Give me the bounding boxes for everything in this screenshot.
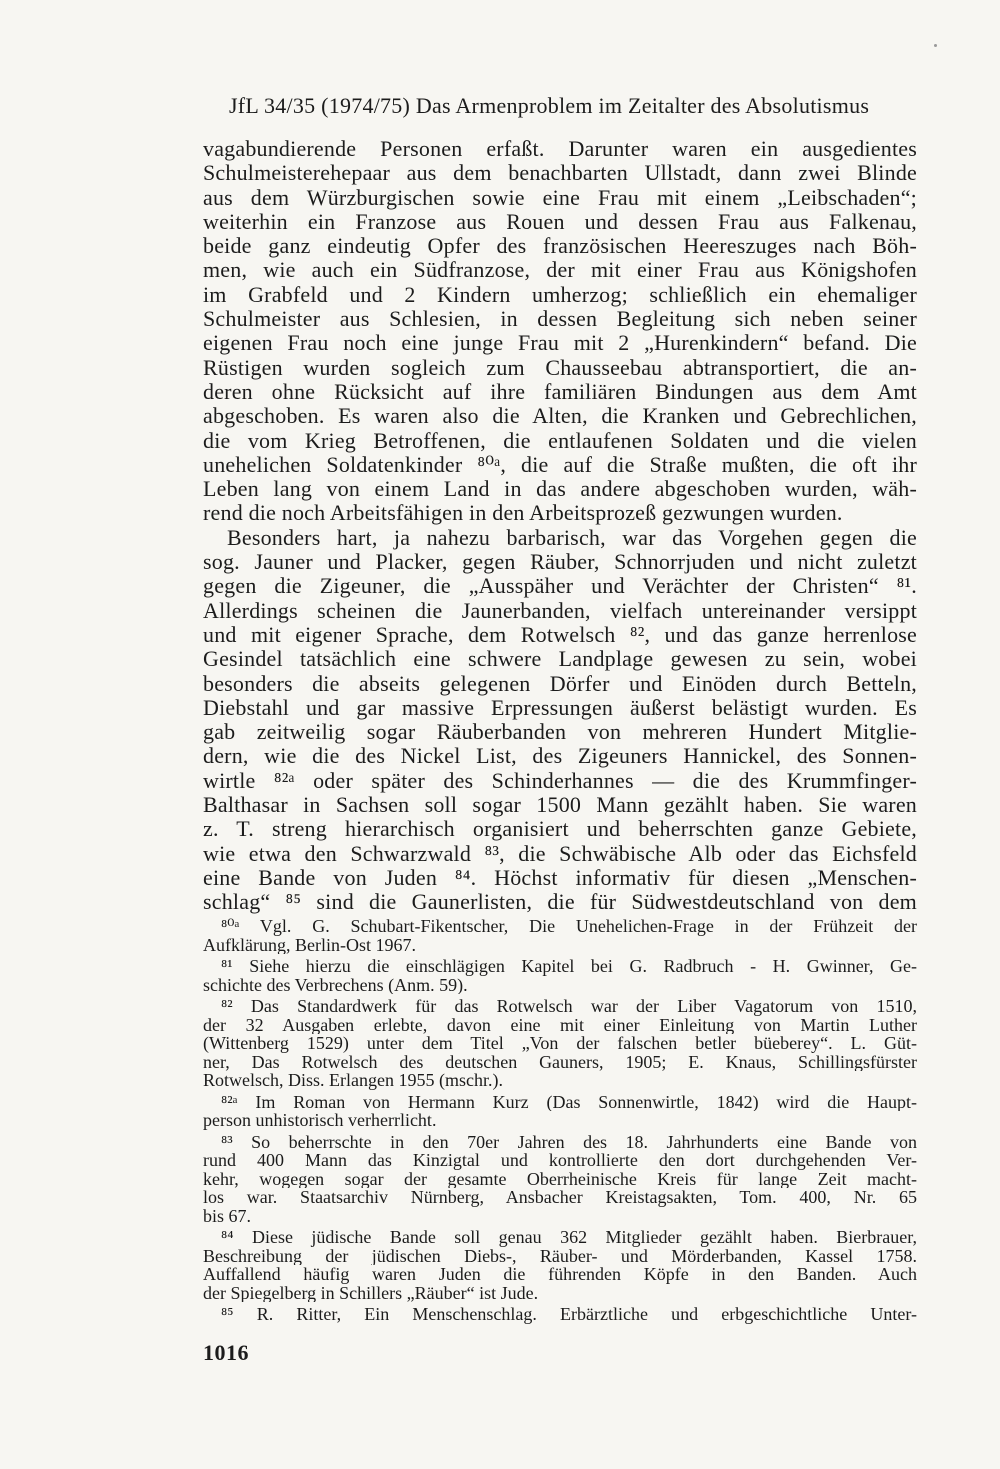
text-line: wirtle ⁸²ᵃ oder später des Schinderhannes — die des Krummfinger-	[203, 768, 917, 793]
scan-speck	[934, 44, 937, 47]
footnote-line: Auffallend häufig waren Juden die führenden Köpfe in den Banden. Auch	[203, 1265, 917, 1284]
footnote-line: ⁸¹ Siehe hierzu die einschlägigen Kapitel bei G. Radbruch - H. Gwinner, Ge-	[221, 957, 917, 976]
text-line: sog. Jauner und Placker, gegen Räuber, Schnorrjuden und nicht zuletzt	[203, 550, 917, 575]
footnote	[203, 1305, 917, 1324]
footnote-line: (Wittenberg 1529) unter dem Titel „Von der falschen betler büeberey“. L. Güt-	[203, 1034, 917, 1053]
footnotes	[203, 917, 917, 1327]
text-line: besonders die abseits gelegenen Dörfer und Einöden durch Betteln,	[203, 671, 917, 696]
text-line: eigenen Frau noch eine junge Frau mit 2 „Hurenkindern“ befand. Die	[203, 331, 917, 356]
text-line: schlag“ ⁸⁵ sind die Gaunerlisten, die für Südwestdeutschland von dem	[203, 890, 917, 915]
text-line: weiterhin ein Franzose aus Rouen und dessen Frau aus Falkenau,	[203, 209, 917, 234]
text-line: und mit eigener Sprache, dem Rotwelsch ⁸², und das ganze herrenlose	[203, 622, 917, 647]
footnote	[203, 997, 917, 1090]
text-line: eine Bande von Juden ⁸⁴. Höchst informativ für diesen „Menschen-	[203, 865, 917, 890]
footnote	[203, 1093, 917, 1130]
footnote-line: bis 67.	[203, 1206, 252, 1225]
footnote-line: person unhistorisch verherrlicht.	[203, 1111, 437, 1130]
text-line: dern, wie die des Nickel List, des Zigeuners Hannickel, des Sonnen-	[203, 744, 917, 769]
text-line: wie etwa den Schwarzwald ⁸³, die Schwäbische Alb oder das Eichsfeld	[203, 841, 917, 866]
text-line: beide ganz eindeutig Opfer des französischen Heereszuges nach Böh-	[203, 234, 917, 259]
footnote-line: Beschreibung der jüdischen Diebs-, Räuber- und Mörderbanden, Kassel 1758.	[203, 1246, 917, 1265]
footnote-line: rund 400 Mann das Kinzigtal und kontrollierte den dort durchgehenden Ver-	[203, 1151, 917, 1170]
page-number: 1016	[203, 1340, 249, 1365]
text-line: Leben lang von einem Land in das andere abgeschoben wurden, wäh-	[203, 477, 917, 502]
text-line: unehelichen Soldatenkinder ⁸⁰ᵃ, die auf die Straße mußten, die oft ihr	[203, 452, 917, 477]
text-line: Balthasar in Sachsen soll sogar 1500 Mann gezählt haben. Sie waren	[203, 793, 917, 818]
footnote	[203, 957, 917, 994]
text-line: Schulmeisterehepaar aus dem benachbarten Ullstadt, dann zwei Blinde	[203, 161, 917, 186]
footnote-line: ⁸²ᵃ Im Roman von Hermann Kurz (Das Sonnenwirtle, 1842) wird die Haupt-	[221, 1092, 917, 1111]
footnote-line: ner, Das Rotwelsch des deutschen Gauners, 1905; E. Knaus, Schillingsfürster	[203, 1052, 917, 1071]
footnote-line: Rotwelsch, Diss. Erlangen 1955 (mschr.).	[203, 1071, 503, 1090]
footnote-line: der Spiegelberg in Schillers „Räuber“ ist Jude.	[203, 1283, 539, 1302]
footnote-line: ⁸⁵ R. Ritter, Ein Menschenschlag. Erbärztliche und erbgeschichtliche Unter-	[221, 1305, 917, 1324]
footnote	[203, 1228, 917, 1302]
running-head: JfL 34/35 (1974/75) Das Armenproblem im Zeitalter des Absolutismus	[229, 93, 870, 118]
text-line: z. T. streng hierarchisch organisiert und beherrschten ganze Gebiete,	[203, 817, 917, 842]
footnote-line: kehr, wogegen sogar der gesamte Oberrheinische Kreis für lange Zeit macht-	[203, 1169, 917, 1188]
footnote-line: los war. Staatsarchiv Nürnberg, Ansbacher Kreistagsakten, Tom. 400, Nr. 65	[203, 1188, 917, 1207]
footnote-line: ⁸⁴ Diese jüdische Bande soll genau 362 Mitglieder gezählt haben. Bierbrauer,	[221, 1228, 917, 1247]
text-line: gab zeitweilig sogar Räuberbanden von mehreren Hundert Mitglie-	[203, 720, 917, 745]
footnote-line: ⁸³ So beherrschte in den 70er Jahren des 18. Jahrhunderts eine Bande von	[221, 1132, 917, 1151]
text-line: deren ohne Rücksicht auf ihre familiären Bindungen aus dem Amt	[203, 379, 917, 404]
footnote-line: schichte des Verbrechens (Anm. 59).	[203, 975, 468, 994]
text-line: men, wie auch ein Südfranzose, der mit einer Frau aus Königshofen	[203, 258, 917, 283]
text-line: Allerdings scheinen die Jaunerbanden, vielfach untereinander versippt	[203, 598, 917, 623]
text-line: gegen die Zigeuner, die „Ausspäher und Verächter der Christen“ ⁸¹.	[203, 574, 917, 599]
footnote	[203, 917, 917, 954]
main-text	[203, 137, 917, 915]
footnote	[203, 1133, 917, 1226]
text-line: die vom Krieg Betroffenen, die entlaufenen Soldaten und die vielen	[203, 428, 917, 453]
text-line: Rüstigen wurden sogleich zum Chausseebau abtransportiert, die an-	[203, 355, 917, 380]
text-line: abgeschoben. Es waren also die Alten, die Kranken und Gebrechlichen,	[203, 404, 917, 429]
text-line: aus dem Würzburgischen sowie eine Frau mit einem „Leibschaden“;	[203, 185, 917, 210]
text-line: Gesindel tatsächlich eine schwere Landplage gewesen zu sein, wobei	[203, 647, 917, 672]
text-line: vagabundierende Personen erfaßt. Darunter waren ein ausgedientes	[203, 137, 917, 161]
text-line: Besonders hart, ja nahezu barbarisch, war das Vorgehen gegen die	[227, 525, 917, 550]
footnote-line: Aufklärung, Berlin-Ost 1967.	[203, 935, 416, 954]
text-line: Diebstahl und gar massive Erpressungen äußerst belästigt wurden. Es	[203, 695, 917, 720]
footnote-line: der 32 Ausgaben erlebte, davon eine mit einer Einleitung von Martin Luther	[203, 1015, 917, 1034]
text-line: Schulmeister aus Schlesien, in dessen Begleitung sich neben seiner	[203, 307, 917, 332]
footnote-line: ⁸² Das Standardwerk für das Rotwelsch war der Liber Vagatorum von 1510,	[221, 997, 917, 1016]
text-line: rend die noch Arbeitsfähigen in den Arbeitsprozeß gezwungen wurden.	[203, 501, 843, 526]
text-line: im Grabfeld und 2 Kindern umherzog; schließlich ein ehemaliger	[203, 282, 917, 307]
footnote-line: ⁸⁰ᵃ Vgl. G. Schubart-Fikentscher, Die Unehelichen-Frage in der Frühzeit der	[221, 917, 917, 936]
